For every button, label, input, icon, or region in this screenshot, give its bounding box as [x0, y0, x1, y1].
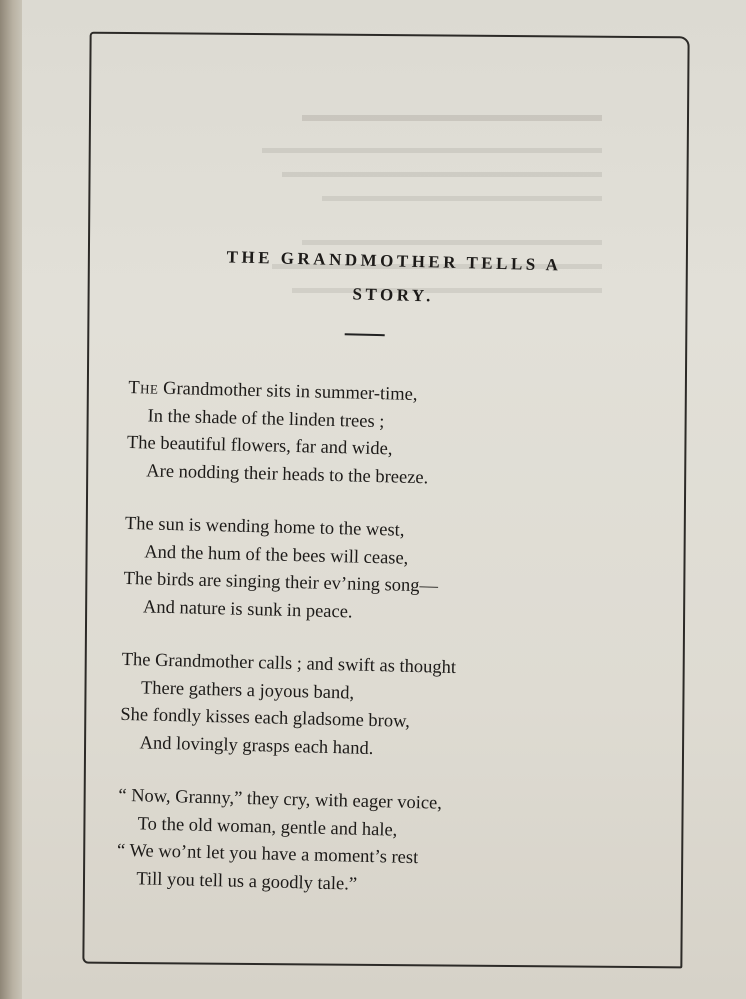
poem-line: “ Now, Granny,” they cry, with eager voice,: [118, 785, 443, 814]
poem-line: To the old woman, gentle and hale,: [137, 813, 398, 841]
poem-line: And lovingly grasps each hand.: [139, 732, 374, 759]
poem-line: The beautiful flowers, far and wide,: [126, 432, 393, 460]
poem-line: The Grandmother sits in summer-time,: [128, 377, 418, 406]
drop-word: The: [128, 377, 159, 399]
poem-line: The birds are singing their ev’ning song—: [123, 568, 439, 597]
poem-line: The sun is wending home to the west,: [124, 513, 405, 541]
title-divider: [345, 333, 385, 336]
stanza-4: [116, 783, 619, 905]
stanza-3: [119, 647, 622, 769]
poem-body: [116, 375, 629, 905]
poem-line: The Grandmother calls ; and swift as thought: [121, 649, 457, 679]
poem-line: Till you tell us a goodly tale.”: [136, 868, 358, 895]
poem-line: In the shade of the linden trees ;: [147, 405, 385, 432]
stanza-2: [123, 511, 626, 633]
poem-title-line-1: THE GRANDMOTHER TELLS A: [226, 247, 562, 275]
stanza-1: [126, 375, 629, 497]
poem-content: [115, 238, 631, 931]
poem-line: Are nodding their heads to the breeze.: [146, 460, 429, 488]
poem-line: And the hum of the bees will cease,: [144, 541, 409, 569]
poem-line: And nature is sunk in peace.: [142, 596, 353, 622]
book-page: [22, 0, 746, 999]
poem-title: [130, 238, 632, 318]
poem-line: There gathers a joyous band,: [140, 677, 355, 704]
poem-line: She fondly kisses each gladsome brow,: [120, 704, 411, 732]
poem-title-line-2: STORY.: [352, 284, 435, 306]
poem-line: “ We wo’nt let you have a moment’s rest: [116, 840, 419, 869]
